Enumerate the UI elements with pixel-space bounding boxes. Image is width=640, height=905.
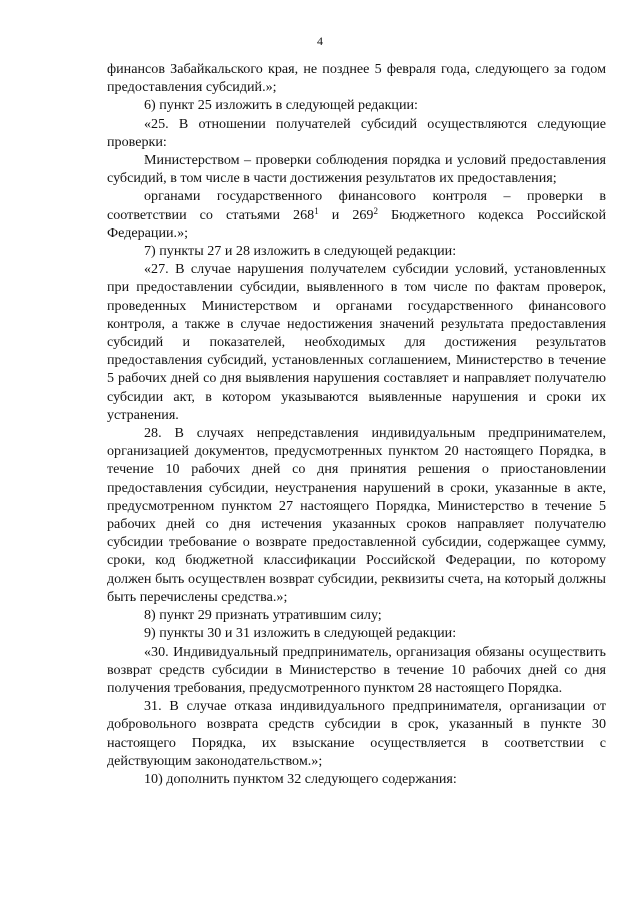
page-number: 4 [317,34,323,48]
paragraph: 8) пункт 29 признать утратившим силу; [144,607,382,624]
text-run: и 269 [318,206,374,223]
paragraph: 9) пункты 30 и 31 изложить в следующей редакции: [144,625,457,642]
paragraph: 28. В случаях непредставления индивидуальным предпринимателем, организацией документов, предусмотренных пунктом 20 настоящего Порядка, в течение 10 рабочих дней со дня принятия решения о приостановлении предоставления субсидии, неустранения нарушений в сроки, указанные в акте, предусмотренном пунктом 27 настоящего Порядка, Министерство в течение 5 рабочих дней со дня истечения указанных сроков направляет получателю субсидии требование о возврате предоставленной субсидии, содержащее сумму, сроки, код бюджетной классификации Российской Федерации, по которому должен быть осуществлен возврат субсидии, реквизиты счета, на который должны быть перечислены средства.»; [107,425,606,605]
paragraph: 6) пункт 25 изложить в следующей редакции: [144,97,418,114]
paragraph: «30. Индивидуальный предприниматель, организация обязаны осуществить возврат средств субсидии в Министерство в течение 10 рабочих дней со дня получения требования, предусмотренного пунктом 28 настоящего Порядка. [107,643,606,696]
document-body [107,60,606,788]
paragraph: финансов Забайкальского края, не позднее 5 февраля года, следующего за годом предоставления субсидий.»; [107,61,606,96]
superscript: 2 [373,205,378,216]
text-run: органами государственного финансового контроля – проверки в соответствии со статьями 268 [107,188,606,223]
paragraph: Министерством – проверки соблюдения порядка и условий предоставления субсидий, в том числе в части достижения результатов их предоставления; [107,152,606,187]
superscript: 1 [314,205,319,216]
paragraph-with-article-refs [107,187,606,242]
paragraph: 10) дополнить пунктом 32 следующего содержания: [144,770,457,787]
paragraph: «27. В случае нарушения получателем субсидии условий, установленных при предоставлении субсидии, выявленного в том числе по фактам проверок, проведенных Министерством и органами государственного финансового контроля, а также в случае недостижения значений результата предоставления субсидий и показателей, необходимых для достижения результатов предоставления субсидий, установленных соглашением, Министерство в течение 5 рабочих дней со дня выявления нарушения составляет и направляет получателю субсидии акт, в котором указываются выявленные нарушения и сроки их устранения. [107,261,606,423]
paragraph: «25. В отношении получателей субсидий осуществляются следующие проверки: [107,115,606,150]
paragraph: 7) пункты 27 и 28 изложить в следующей редакции: [144,243,457,260]
text-run: Бюджетного кодекса Российской Федерации.»; [107,206,607,241]
paragraph: 31. В случае отказа индивидуального предпринимателя, организации от добровольного возврата средств субсидии в срок, указанный в пункте 30 настоящего Порядка, их взыскание осуществляется в соответствии с действующим законодательством.»; [107,698,606,769]
